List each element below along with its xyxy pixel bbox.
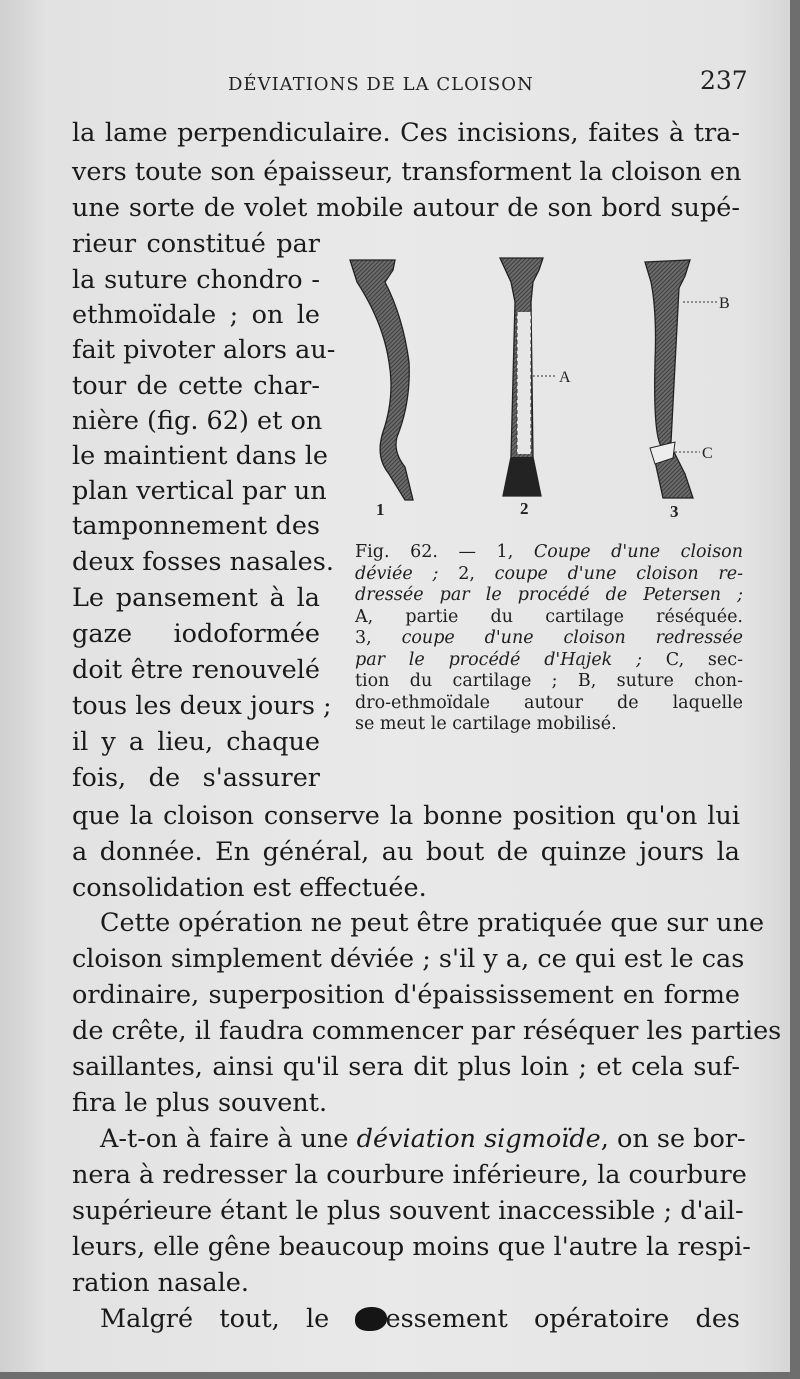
label-a: A bbox=[559, 369, 571, 386]
fig-number-1: 1 bbox=[376, 500, 385, 519]
caption-text: par le procédé d'Hajek ; bbox=[355, 649, 666, 670]
text-line: tamponnement des bbox=[72, 511, 320, 541]
caption-text: 3, bbox=[355, 628, 402, 648]
caption-text: coupe d'une cloison re- bbox=[494, 563, 743, 584]
text-span: A-t-on à faire à une bbox=[100, 1124, 357, 1154]
septum-diagram bbox=[345, 252, 745, 542]
resected-cartilage-a bbox=[517, 312, 531, 454]
fig-number-2: 2 bbox=[520, 499, 529, 518]
caption-text: Fig. 62. — 1, bbox=[355, 542, 534, 562]
emphasis-text: déviation sigmoïde bbox=[356, 1124, 601, 1154]
text-line: Cette opération ne peut être pratiquée que sur une bbox=[100, 908, 765, 938]
text-line: gaze iodoformée bbox=[72, 619, 320, 649]
caption-text: 2, bbox=[458, 563, 495, 584]
text-line: saillantes, ainsi qu'il sera dit plus loin ; et cela suf- bbox=[72, 1052, 740, 1082]
label-c: C bbox=[702, 445, 713, 462]
caption-text: tion du cartilage ; B, suture chon- bbox=[355, 671, 743, 691]
text-line: plan vertical par un bbox=[72, 476, 327, 506]
text-line: vers toute son épaisseur, transforment la cloison en bbox=[72, 157, 742, 187]
caption-text: C, sec- bbox=[665, 649, 743, 670]
text-line: il y a lieu, chaque bbox=[72, 727, 320, 757]
text-line: a donnée. En général, au bout de quinze jours la bbox=[72, 837, 740, 867]
text-line: fois, de s'assurer bbox=[72, 763, 320, 793]
text-line: leurs, elle gêne beaucoup moins que l'autre la respi- bbox=[72, 1232, 751, 1262]
septum-1-deviated bbox=[350, 260, 413, 500]
text-line: nera à redresser la courbure inférieure, la courbure bbox=[72, 1160, 747, 1190]
caption-text: dressée par le procédé de Petersen ; bbox=[355, 585, 743, 605]
text-span: essement opératoire des bbox=[385, 1304, 740, 1334]
septum-3-hajek bbox=[645, 260, 690, 448]
text-line: fait pivoter alors au- bbox=[72, 335, 336, 365]
caption-text: dro-ethmoïdale autour de laquelle bbox=[355, 692, 743, 713]
text-line: la suture chondro - bbox=[72, 265, 320, 295]
text-line: la lame perpendiculaire. Ces incisions, faites à tra- bbox=[72, 118, 740, 148]
text-line: nière (fig. 62) et on bbox=[72, 406, 323, 436]
page-number: 237 bbox=[700, 66, 748, 95]
label-b: B bbox=[719, 295, 730, 312]
text-line: le maintient dans le bbox=[72, 441, 328, 471]
caption-text: se meut le cartilage mobilisé. bbox=[355, 714, 617, 734]
text-line: deux fosses nasales. bbox=[72, 547, 334, 577]
figure-62 bbox=[345, 252, 745, 542]
text-line: consolidation est effectuée. bbox=[72, 873, 427, 903]
text-line: ration nasale. bbox=[72, 1268, 249, 1298]
fig-number-3: 3 bbox=[670, 502, 679, 521]
text-line: une sorte de volet mobile autour de son bord supé- bbox=[72, 193, 740, 223]
text-line bbox=[100, 1124, 746, 1154]
ink-blot bbox=[355, 1307, 387, 1331]
text-span: , on se bor- bbox=[600, 1124, 746, 1154]
text-line: cloison simplement déviée ; s'il y a, ce qui est le cas bbox=[72, 944, 745, 974]
text-line bbox=[100, 1304, 740, 1334]
text-line: ethmoïdale ; on le bbox=[72, 300, 320, 330]
caption-text: déviée ; bbox=[355, 563, 459, 584]
text-line: tous les deux jours ; bbox=[72, 691, 332, 721]
text-line: tour de cette char- bbox=[72, 371, 320, 401]
figure-caption bbox=[355, 542, 743, 736]
text-line: ordinaire, superposition d'épaississement en forme bbox=[72, 980, 740, 1010]
running-title: DÉVIATIONS DE LA CLOISON bbox=[228, 74, 534, 95]
text-line: supérieure étant le plus souvent inaccessible ; d'ail- bbox=[72, 1196, 744, 1226]
text-line: Le pansement à la bbox=[72, 583, 320, 613]
text-line: fira le plus souvent. bbox=[72, 1088, 328, 1118]
text-line: rieur constitué par bbox=[72, 229, 320, 259]
caption-text: coupe d'une cloison redressée bbox=[401, 628, 743, 648]
caption-text: Coupe d'une cloison bbox=[533, 542, 743, 562]
text-span: Malgré tout, le bbox=[100, 1304, 356, 1334]
text-line: doit être renouvelé bbox=[72, 655, 320, 685]
caption-text: A, partie du cartilage réséquée. bbox=[355, 606, 743, 627]
text-line: que la cloison conserve la bonne position qu'on lui bbox=[72, 801, 740, 831]
text-line: de crête, il faudra commencer par réséquer les parties bbox=[72, 1016, 782, 1046]
